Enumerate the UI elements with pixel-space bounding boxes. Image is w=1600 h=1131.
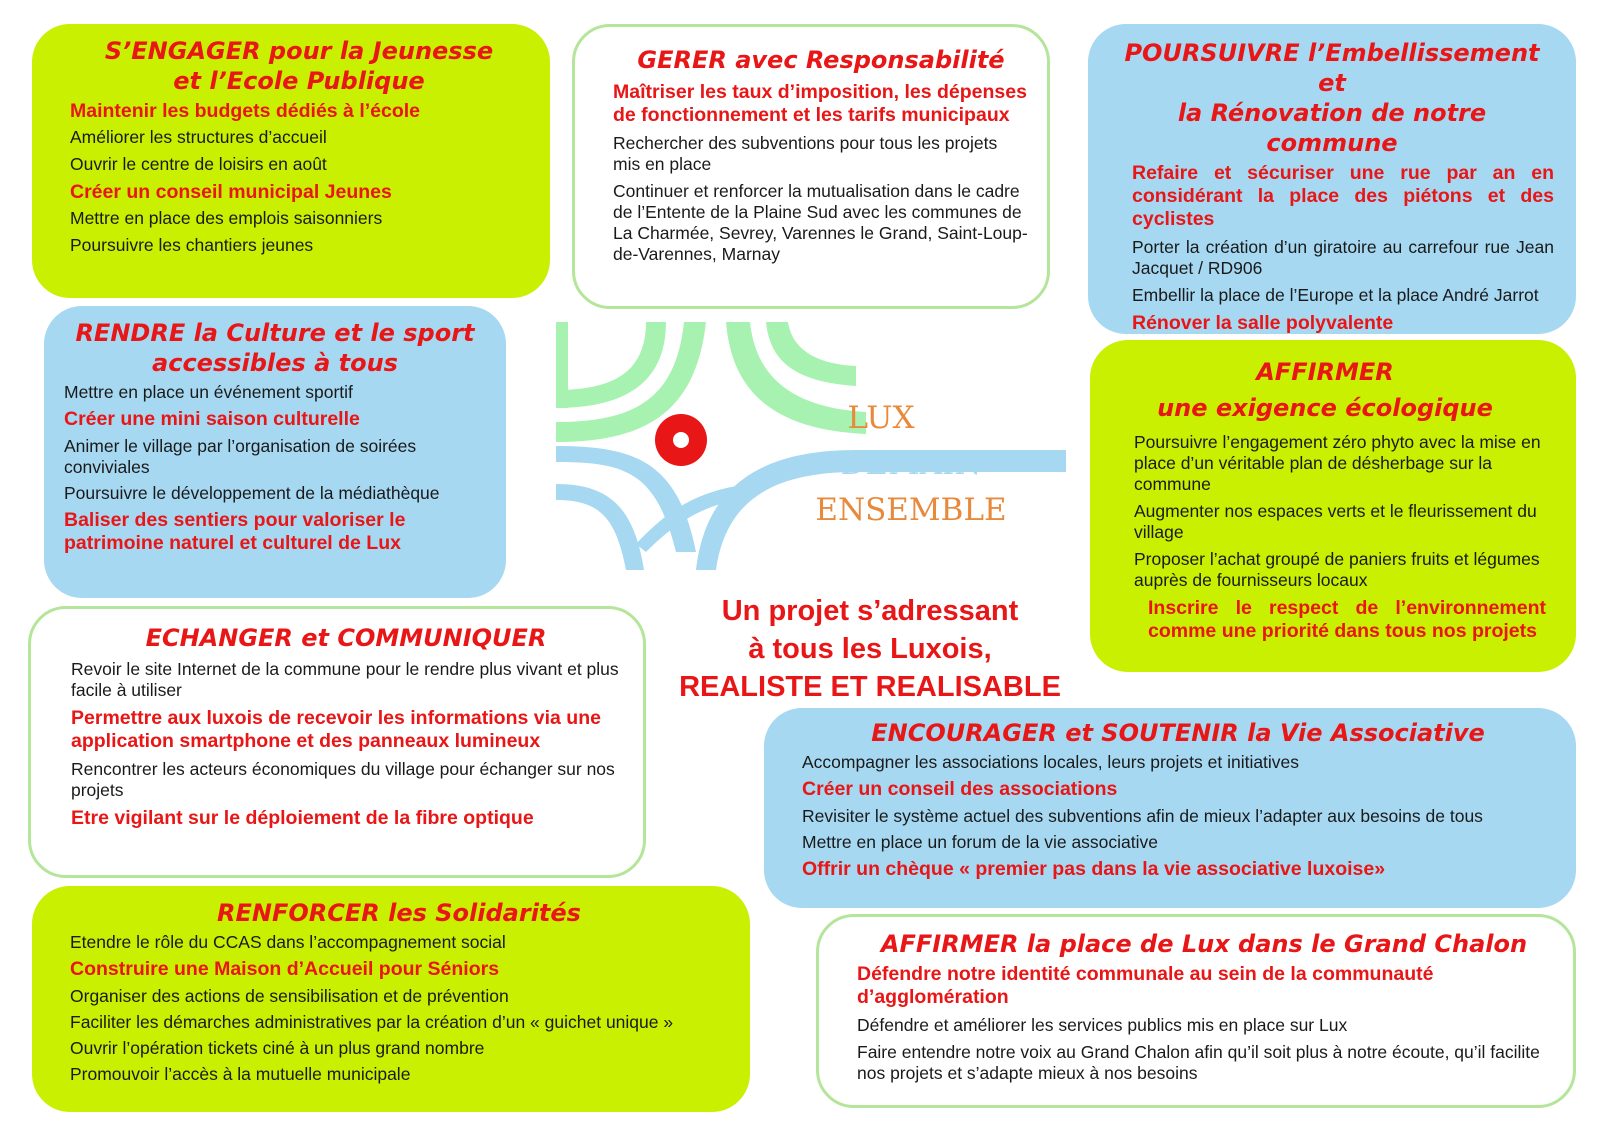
list-item: Améliorer les structures d’accueil	[70, 127, 327, 147]
list-item: Permettre aux luxois de recevoir les informations via une application smartphone et des panneaux lumineux	[71, 707, 601, 752]
list-item: Proposer l’achat groupé de paniers fruits et légumes auprès de fournisseurs locaux	[1134, 549, 1540, 590]
card-grandchalon	[816, 914, 1576, 1108]
logo-word-demain: DEMAIN	[840, 446, 982, 482]
card-title: AFFIRMER la place de Lux dans le Grand Chalon	[880, 930, 1528, 958]
list-item: Ouvrir l’opération tickets ciné à un plus grand nombre	[70, 1038, 485, 1058]
list-item: Inscrire le respect de l’environnement comme une priorité dans tous nos projets	[1148, 597, 1546, 642]
list-item: Offrir un chèque « premier pas dans la vie associative luxoise»	[802, 858, 1386, 880]
list-item: Mettre en place des emplois saisonniers	[70, 208, 383, 228]
list-item: Créer un conseil municipal Jeunes	[70, 181, 392, 203]
list-item: Créer un conseil des associations	[802, 778, 1118, 800]
list-item: Continuer et renforcer la mutualisation dans le cadre de l’Entente de la Plaine Sud avec les communes de La Charmée, Sevrey, Varennes le Grand, Saint-Loup-de-Varennes, Marnay	[613, 181, 1028, 264]
slogan	[650, 592, 1090, 706]
list-item: Organiser des actions de sensibilisation et de prévention	[70, 986, 509, 1006]
card-embellissement	[1088, 24, 1576, 334]
list-item: Maîtriser les taux d’imposition, les dépenses de fonctionnement et les tarifs municipaux	[613, 81, 1027, 126]
logo-word-ensemble: ENSEMBLE	[815, 492, 1007, 528]
list-item: Rechercher des subventions pour tous les projets mis en place	[613, 133, 998, 174]
list-item: Poursuivre les chantiers jeunes	[70, 235, 314, 255]
list-item: Rénover la salle polyvalente	[1132, 312, 1394, 334]
list-item: Poursuivre l’engagement zéro phyto avec la mise en place d’un véritable plan de désherbage sur la commune	[1134, 432, 1541, 494]
list-item: Mettre en place un événement sportif	[64, 382, 353, 402]
lux-logo	[556, 322, 1066, 570]
list-item: Animer le village par l’organisation de soirées conviviales	[64, 436, 417, 477]
card-ecologie	[1090, 340, 1576, 672]
card-associative	[764, 708, 1576, 908]
slogan-line: à tous les Luxois,	[748, 633, 992, 665]
list-item: Défendre notre identité communale au sein de la communauté d’agglomération	[857, 963, 1434, 1008]
slogan-line: REALISTE ET REALISABLE	[679, 671, 1061, 703]
list-item: Etendre le rôle du CCAS dans l’accompagnement social	[70, 932, 506, 952]
list-item: Défendre et améliorer les services publics mis en place sur Lux	[857, 1015, 1348, 1035]
list-item: Faciliter les démarches administratives par la création d’un « guichet unique »	[70, 1012, 674, 1032]
list-item: Refaire et sécuriser une rue par an en considérant la place des piétons et des cyclistes	[1132, 162, 1554, 230]
list-item: Augmenter nos espaces verts et le fleurissement du village	[1134, 501, 1537, 542]
list-item: Rencontrer les acteurs économiques du village pour échanger sur nos projets	[71, 759, 615, 800]
card-title: GERER avec Responsabilité	[637, 46, 1005, 74]
card-solidarites	[32, 886, 750, 1112]
list-item: Porter la création d’un giratoire au carrefour rue Jean Jacquet / RD906	[1132, 237, 1554, 278]
card-title: POURSUIVRE l’Embellissement et la Rénovation de notre commune	[1124, 39, 1540, 157]
list-item: Baliser des sentiers pour valoriser le patrimoine naturel et culturel de Lux	[64, 509, 406, 554]
logo-word-lux: LUX	[847, 400, 915, 436]
card-title: ECHANGER et COMMUNIQUER	[145, 624, 547, 652]
slogan-line: Un projet s’adressant	[721, 595, 1019, 627]
list-item: Faire entendre notre voix au Grand Chalon afin qu’il soit plus à notre écoute, qu’il facilite nos projets et s’adapte mieux à nos besoins	[857, 1042, 1540, 1083]
list-item: Ouvrir le centre de loisirs en août	[70, 154, 327, 174]
list-item: Mettre en place un forum de la vie associative	[802, 832, 1159, 852]
list-item: Embellir la place de l’Europe et la place André Jarrot	[1132, 285, 1539, 305]
list-item: Revoir le site Internet de la commune pour le rendre plus vivant et plus facile à utiliser	[71, 659, 619, 700]
card-title: S’ENGAGER pour la Jeunesse et l’Ecole Publique	[104, 37, 494, 95]
list-item: Etre vigilant sur le déploiement de la fibre optique	[71, 807, 534, 829]
list-item: Construire une Maison d’Accueil pour Séniors	[70, 958, 500, 980]
list-item: Maintenir les budgets dédiés à l’école	[70, 100, 421, 122]
card-title: RENFORCER les Solidarités	[217, 899, 581, 927]
card-title: RENDRE la Culture et le sport accessibles à tous	[75, 319, 475, 377]
card-echanger	[28, 606, 646, 878]
list-item: Accompagner les associations locales, leurs projets et initiatives	[802, 752, 1300, 772]
card-title: ENCOURAGER et SOUTENIR la Vie Associative	[871, 719, 1485, 747]
list-item: Revisiter le système actuel des subventions afin de mieux l’adapter aux besoins de tous	[802, 806, 1483, 826]
card-gerer	[572, 24, 1050, 309]
list-item: Créer une mini saison culturelle	[64, 408, 360, 430]
list-item: Promouvoir l’accès à la mutuelle municipale	[70, 1064, 411, 1084]
card-culture	[44, 306, 506, 598]
list-item: Poursuivre le développement de la médiathèque	[64, 483, 440, 503]
card-title: AFFIRMER une exigence écologique	[1157, 358, 1493, 422]
card-jeunesse	[32, 24, 550, 298]
